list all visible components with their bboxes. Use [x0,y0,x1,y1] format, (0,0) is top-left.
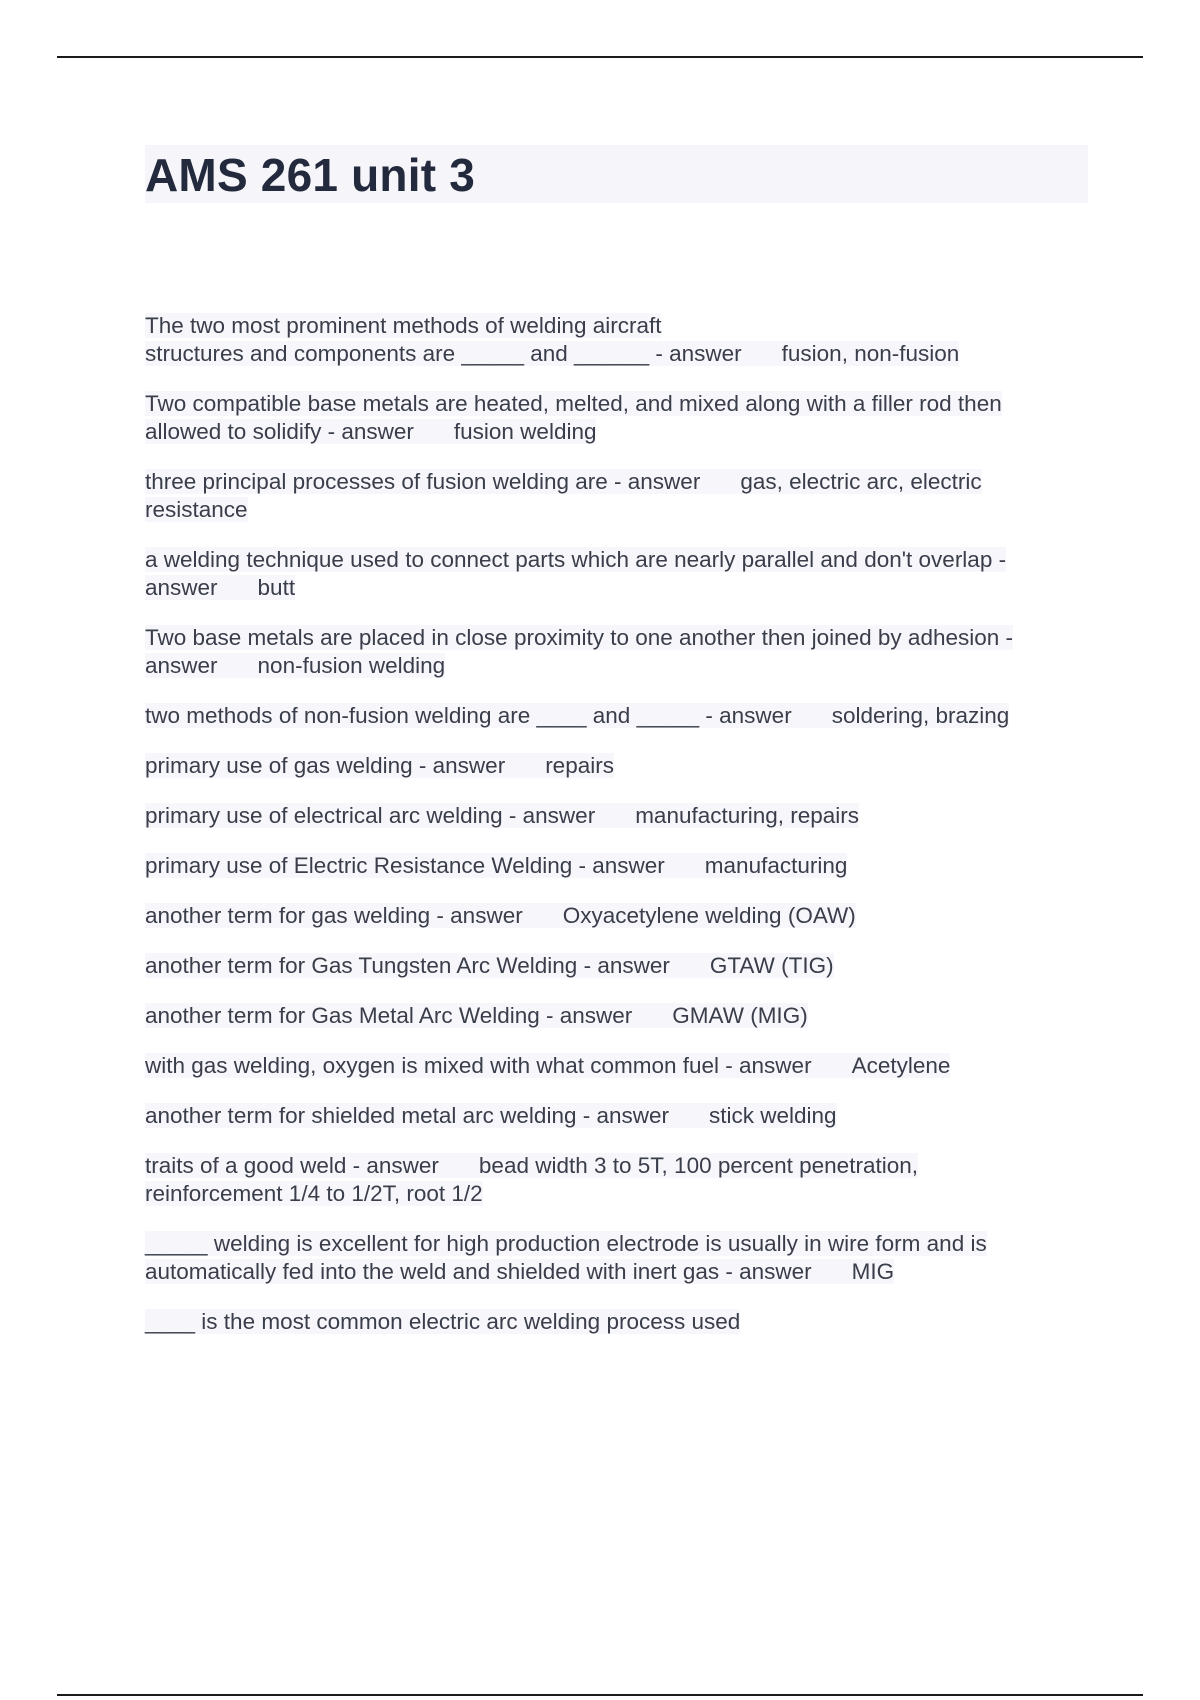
question-text: another term for gas welding [145,903,431,928]
question-text: another term for Gas Tungsten Arc Welding [145,953,578,978]
answer-label: - answer [583,953,670,978]
qa-item [145,752,1085,780]
question-text: ____ is the most common electric arc welding process used [145,1309,741,1334]
qa-item [145,1308,1085,1336]
answer-text: manufacturing [704,853,848,878]
answer-label: - answer [508,803,596,828]
answer-label: - answer [546,1003,633,1028]
answer-text: reinforcement 1/4 to 1/2T, root 1/2 [145,1181,483,1206]
question-text: _____ welding is excellent for high production electrode is usually in wire form and is [145,1231,987,1256]
answer-text: MIG [851,1259,895,1284]
answer-label: - answer [725,1259,812,1284]
qa-item [145,852,1085,880]
qa-item [145,802,1085,830]
qa-item [145,468,1085,524]
answer-text: bead width 3 to 5T, 100 percent penetration, [478,1153,918,1178]
answer-text: Acetylene [851,1053,951,1078]
answer-label: - answer [578,853,665,878]
answer-text: butt [257,575,296,600]
answer-label: - answer [436,903,523,928]
answer-text: stick welding [709,1103,837,1128]
answer-label: - answer [582,1103,670,1128]
qa-item [145,902,1085,930]
answer-text: soldering, brazing [831,703,1010,728]
answer-text: Oxyacetylene welding (OAW) [562,903,856,928]
question-text: The two most prominent methods of welding aircraft [145,313,662,338]
qa-item [145,952,1085,980]
question-text: two methods of non-fusion welding are ____ and _____ [145,703,700,728]
answer-label: - answer [655,341,742,366]
qa-item [145,1152,1085,1208]
question-text: a welding technique used to connect parts which are nearly parallel and don't overlap - [145,547,1007,572]
question-text: another term for shielded metal arc welding [145,1103,577,1128]
question-text: three principal processes of fusion welding are [145,469,608,494]
question-text: with gas welding, oxygen is mixed with what common fuel [145,1053,720,1078]
qa-list [145,312,1085,1358]
question-text: primary use of electrical arc welding [145,803,503,828]
answer-label: - answer [352,1153,439,1178]
answer-label: - answer [327,419,414,444]
qa-item [145,312,1085,368]
qa-item [145,624,1085,680]
question-text: Two base metals are placed in close proximity to one another then joined by adhesion - [145,625,1014,650]
qa-item [145,390,1085,446]
answer-text: non-fusion welding [257,653,446,678]
question-text: primary use of gas welding [145,753,413,778]
answer-text: manufacturing, repairs [635,803,860,828]
answer-text: resistance [145,497,248,522]
question-text: allowed to solidify [145,419,322,444]
answer-label: answer [145,653,218,678]
question-text: structures and components are _____ and ______ [145,341,650,366]
answer-text: fusion welding [453,419,597,444]
question-text: automatically fed into the weld and shielded with inert gas [145,1259,720,1284]
bottom-rule [57,1694,1143,1696]
question-text: another term for Gas Metal Arc Welding [145,1003,540,1028]
answer-text: GMAW (MIG) [672,1003,808,1028]
qa-item [145,1002,1085,1030]
question-text: traits of a good weld [145,1153,347,1178]
answer-text: GTAW (TIG) [709,953,834,978]
page-title: AMS 261 unit 3 [145,149,475,201]
question-text: Two compatible base metals are heated, melted, and mixed along with a filler rod then [145,391,1002,416]
qa-item [145,1230,1085,1286]
question-text: primary use of Electric Resistance Welding [145,853,573,878]
top-rule [57,56,1143,58]
qa-item [145,1102,1085,1130]
answer-label: - answer [418,753,506,778]
answer-label: answer [145,575,218,600]
answer-text: gas, electric arc, electric [740,469,982,494]
answer-text: fusion, non-fusion [781,341,960,366]
answer-label: - answer [705,703,792,728]
answer-label: - answer [725,1053,812,1078]
qa-item [145,702,1085,730]
answer-text: repairs [545,753,614,778]
qa-item [145,1052,1085,1080]
qa-item [145,546,1085,602]
answer-label: - answer [614,469,701,494]
